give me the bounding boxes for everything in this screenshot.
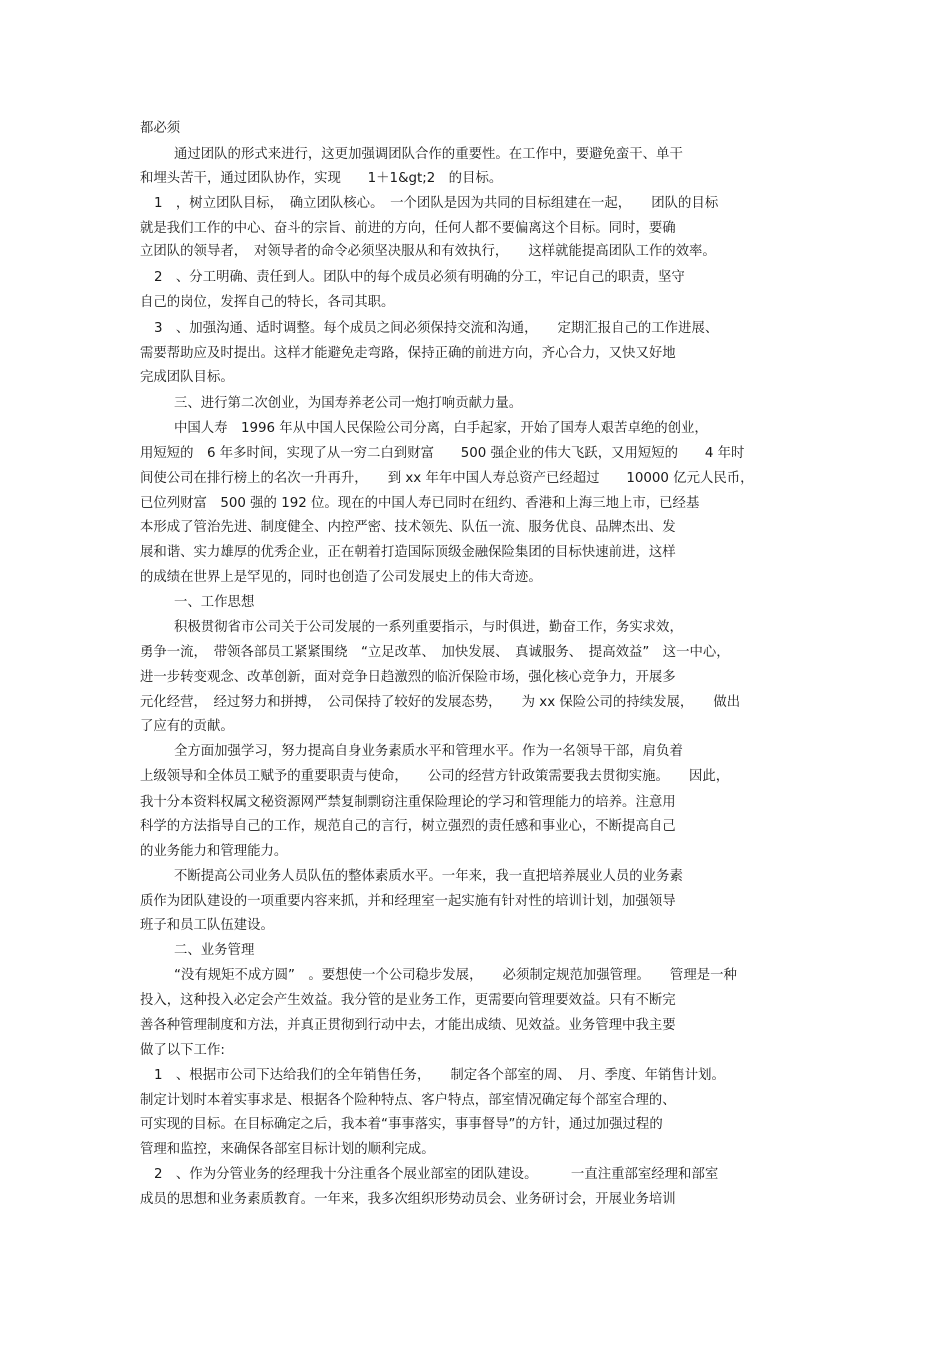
text-line: 班子和员工队伍建设。 — [140, 918, 274, 933]
text-line: 需要帮助应及时提出。这样才能避免走弯路，保持正确的前进方向，齐心合力，又快又好地 — [140, 346, 676, 361]
text-line: 不断提高公司业务人员队伍的整体素质水平。一年来，我一直把培养展业人员的业务素 — [174, 869, 683, 884]
text-line: 制定计划时本着实事求是、根据各个险种特点、客户特点，部室情况确定每个部室合理的、 — [140, 1093, 676, 1108]
text-line: 我十分本资料权属文秘资源网严禁复制剽窃注重保险理论的学习和管理能力的培养。注意用 — [140, 795, 676, 810]
text-line: 上级领导和全体员工赋予的重要职责与使命， 公司的经营方针政策需要我去贯彻实施。 因此， — [140, 769, 730, 784]
text-line: 积极贯彻省市公司关于公司发展的一系列重要指示，与时俱进，勤奋工作，务实求效， — [174, 620, 683, 635]
text-line: 科学的方法指导自己的工作，规范自己的言行，树立强烈的责任感和事业心，不断提高自己 — [140, 819, 676, 834]
text-line: 都必须 — [140, 121, 181, 136]
text-line: “没有规矩不成方圆” 。要想使一个公司稳步发展， 必须制定规范加强管理。 管理是一种 — [174, 968, 737, 983]
text-line: 勇争一流， 带领各部员工紧紧围绕 “立足改革、 加快发展、 真诚服务、 提高效益” 这一中心， — [140, 645, 730, 660]
text-line: 通过团队的形式来进行，这更加强调团队合作的重要性。在工作中，要避免蛮干、单干 — [174, 147, 683, 162]
text-line: 自己的岗位，发挥自己的特长，各司其职。 — [140, 295, 395, 310]
section-heading: 二、业务管理 — [174, 943, 255, 958]
section-heading: 一、工作思想 — [174, 595, 255, 610]
text-line: 2 、作为分管业务的经理我十分注重各个展业部室的团队建设。 一直注重部室经理和部室 — [154, 1167, 719, 1182]
text-line: 进一步转变观念、改革创新，面对竞争日趋激烈的临沂保险市场，强化核心竞争力，开展多 — [140, 670, 676, 685]
text-line: 用短短的 6 年多时间，实现了从一穷二白到财富 500 强企业的伟大飞跃，又用短短的 4 年时 — [140, 446, 745, 461]
text-line: 可实现的目标。在目标确定之后，我本着“事事落实，事事督导”的方针，通过加强过程的 — [140, 1117, 663, 1132]
text-line: 善各种管理制度和方法，并真正贯彻到行动中去，才能出成绩、见效益。业务管理中我主要 — [140, 1018, 676, 1033]
text-line: 2 、分工明确、责任到人。团队中的每个成员必须有明确的分工，牢记自己的职责，坚守 — [154, 270, 685, 285]
text-line: 本形成了管治先进、制度健全、内控严密、技术领先、队伍一流、服务优良、品牌杰出、发 — [140, 520, 676, 535]
text-line: 投入，这种投入必定会产生效益。我分管的是业务工作，更需要向管理要效益。只有不断完 — [140, 993, 676, 1008]
text-line: 1 、根据市公司下达给我们的全年销售任务， 制定各个部室的周、 月、季度、年销售计划。 — [154, 1068, 725, 1083]
text-line: 立团队的领导者， 对领导者的命令必须坚决服从和有效执行， 这样就能提高团队工作的效率。 — [140, 244, 716, 259]
text-line: 全方面加强学习，努力提高自身业务素质水平和管理水平。作为一名领导干部，肩负着 — [174, 744, 683, 759]
section-heading: 三、进行第二次创业，为国寿养老公司一炮打响贡献力量。 — [174, 396, 523, 411]
text-line: 的业务能力和管理能力。 — [140, 844, 288, 859]
text-line: 管理和监控，来确保各部室目标计划的顺利完成。 — [140, 1142, 435, 1157]
text-line: 中国人寿 1996 年从中国人民保险公司分离，白手起家，开始了国寿人艰苦卓绝的创业， — [174, 421, 708, 436]
text-line: 间使公司在排行榜上的名次一升再升， 到 xx 年年中国人寿总资产已经超过 10000 亿元人民币， — [140, 471, 754, 486]
text-line: 元化经营， 经过努力和拼搏， 公司保持了较好的发展态势， 为 xx 保险公司的持续发展， 做出 — [140, 695, 741, 710]
text-line: 做了以下工作: — [140, 1043, 225, 1058]
text-line: 质作为团队建设的一项重要内容来抓，并和经理室一起实施有针对性的培训计划，加强领导 — [140, 894, 676, 909]
text-line: 3 、加强沟通、适时调整。每个成员之间必须保持交流和沟通， 定期汇报自己的工作进展、 — [154, 321, 719, 336]
text-line: 和埋头苦干，通过团队协作，实现 1＋1&gt;2 的目标。 — [140, 171, 503, 186]
text-line: 的成绩在世界上是罕见的，同时也创造了公司发展史上的伟大奇迹。 — [140, 570, 542, 585]
text-line: 已位列财富 500 强的 192 位。现在的中国人寿已同时在纽约、香港和上海三地上市，已经基 — [140, 496, 700, 511]
text-line: 就是我们工作的中心、奋斗的宗旨、前进的方向，任何人都不要偏离这个目标。同时，要确 — [140, 221, 676, 236]
text-line: 完成团队目标。 — [140, 370, 234, 385]
text-line: 展和谐、实力雄厚的优秀企业，正在朝着打造国际顶级金融保险集团的目标快速前进，这样 — [140, 545, 676, 560]
text-line: 1 ，树立团队目标， 确立团队核心。 一个团队是因为共同的目标组建在一起， 团队的目标 — [154, 196, 719, 211]
text-line: 了应有的贡献。 — [140, 719, 234, 734]
text-line: 成员的思想和业务素质教育。一年来，我多次组织形势动员会、业务研讨会，开展业务培训 — [140, 1192, 676, 1207]
